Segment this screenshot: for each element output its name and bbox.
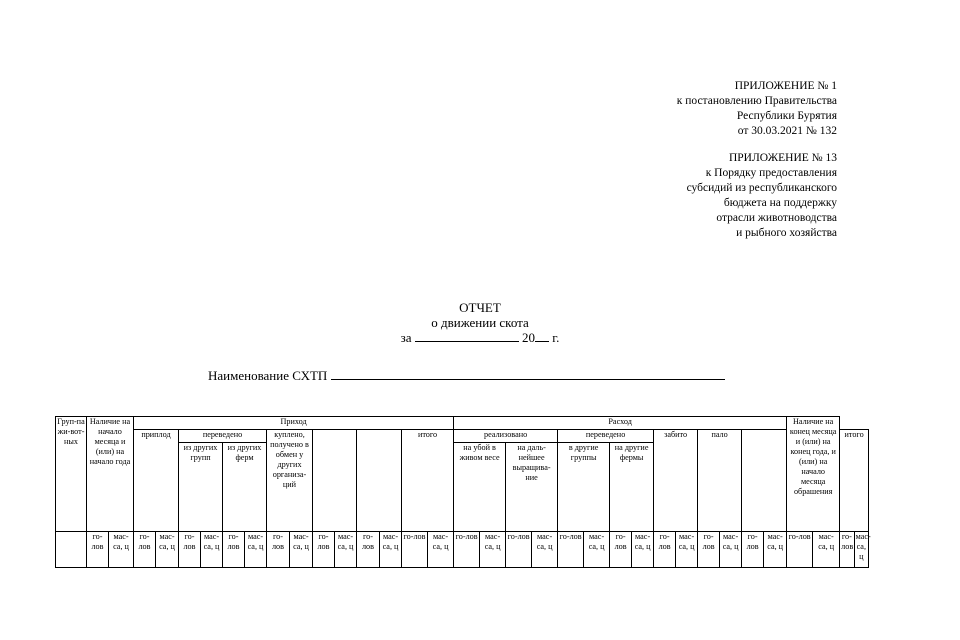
col-bought: куплено, получено в обмен у других организа-ций — [267, 430, 313, 532]
unit-mass: мас-са, ц — [813, 532, 840, 568]
unit-mass: мас-са, ц — [380, 532, 402, 568]
units-row — [56, 532, 869, 568]
col-income-blank — [357, 430, 402, 532]
org-name-blank[interactable] — [331, 368, 725, 380]
unit-mass: мас-са, ц — [156, 532, 179, 568]
unit-heads: го-лов — [313, 532, 335, 568]
col-expense-total: итого — [840, 430, 869, 532]
year-suffix: г. — [552, 330, 560, 345]
appendix-1-line: Республики Бурятия — [736, 110, 837, 122]
col-slaughtered: забито — [654, 430, 698, 532]
col-animal-group: Груп-па жи-вот-ных — [56, 417, 87, 532]
unit-mass: мас-са, ц — [532, 532, 558, 568]
year-prefix: 20 — [522, 330, 536, 345]
unit-mass: мас-са, ц — [854, 532, 868, 568]
unit-mass: мас-са, ц — [764, 532, 787, 568]
appendix-13-block — [687, 151, 837, 241]
appendix-13-line: субсидий из республиканского — [686, 182, 837, 194]
appendix-13-line: отрасли животноводства — [716, 212, 837, 224]
unit-mass: мас-са, ц — [109, 532, 134, 568]
unit-heads: го-лов — [698, 532, 720, 568]
col-to-farms: на другие фермы — [610, 443, 654, 532]
unit-heads: го-лов — [654, 532, 676, 568]
col-expense-blank — [742, 430, 787, 532]
appendix-1-title: ПРИЛОЖЕНИЕ № 1 — [734, 80, 837, 92]
period-prefix: за — [400, 330, 412, 345]
col-died: пало — [698, 430, 742, 532]
appendix-13-title: ПРИЛОЖЕНИЕ № 13 — [728, 152, 837, 164]
unit-mass: мас-са, ц — [245, 532, 267, 568]
col-slaughter-live: на убой в живом весе — [454, 443, 506, 532]
col-to-groups: в другие группы — [558, 443, 610, 532]
unit-heads: го-лов — [742, 532, 764, 568]
unit-mass: мас-са, ц — [201, 532, 223, 568]
unit-heads: го-лов — [357, 532, 380, 568]
report-title-block — [0, 300, 960, 345]
org-name-line — [208, 368, 725, 384]
year-blank[interactable] — [535, 330, 549, 342]
unit-mass: мас-са, ц — [720, 532, 742, 568]
col-from-farms: из других ферм — [223, 443, 267, 532]
appendix-1-line: от 30.03.2021 № 132 — [737, 125, 837, 137]
unit-heads: го-лов — [558, 532, 584, 568]
col-end-balance: Наличие на конец месяца и (или) на конец года, и (или) на начало месяца обрашения — [787, 417, 840, 532]
unit-heads: го-лов — [610, 532, 632, 568]
unit-heads: го-лов — [787, 532, 813, 568]
livestock-movement-table — [55, 416, 869, 568]
unit-heads: го-лов — [840, 532, 854, 568]
col-transferred-in: переведено — [179, 430, 267, 443]
report-title: ОТЧЕТ — [459, 300, 501, 315]
org-name-label: Наименование СХТП — [208, 368, 328, 383]
unit-heads: го-лов — [179, 532, 201, 568]
col-sold: реализовано — [454, 430, 558, 443]
appendix-13-line: к Порядку предоставления — [705, 167, 837, 179]
unit-heads: го-лов — [87, 532, 109, 568]
unit-heads: го-лов — [402, 532, 428, 568]
unit-mass: мас-са, ц — [428, 532, 454, 568]
col-income: Приход — [134, 417, 454, 430]
col-offspring: приплод — [134, 430, 179, 532]
unit-heads: го-лов — [223, 532, 245, 568]
period-blank[interactable] — [415, 330, 519, 342]
unit-mass: мас-са, ц — [290, 532, 313, 568]
col-transferred-out: переведено — [558, 430, 654, 443]
appendix-1-block — [677, 79, 837, 139]
unit-mass: мас-са, ц — [632, 532, 654, 568]
col-further-raising: на даль-нейшее выращива-ние — [506, 443, 558, 532]
unit-mass: мас-са, ц — [480, 532, 506, 568]
appendix-13-line: бюджета на поддержку — [723, 197, 837, 209]
unit-mass: мас-са, ц — [335, 532, 357, 568]
unit-heads: го-лов — [506, 532, 532, 568]
unit-heads: го-лов — [267, 532, 290, 568]
appendix-13-line: и рыбного хозяйства — [736, 227, 837, 239]
report-subtitle: о движении скота — [431, 315, 529, 330]
col-expense: Расход — [454, 417, 787, 430]
report-period — [0, 330, 960, 345]
col-income-total: итого — [402, 430, 454, 532]
col-income-blank — [313, 430, 357, 532]
col-from-groups: из других групп — [179, 443, 223, 532]
appendix-1-line: к постановлению Правительства — [676, 95, 837, 107]
units-empty-cell — [56, 532, 87, 568]
unit-mass: мас-са, ц — [584, 532, 610, 568]
unit-heads: го-лов — [454, 532, 480, 568]
unit-mass: мас-са, ц — [676, 532, 698, 568]
col-start-balance: Наличие на начало месяца и (или) на начало года — [87, 417, 134, 532]
unit-heads: го-лов — [134, 532, 156, 568]
